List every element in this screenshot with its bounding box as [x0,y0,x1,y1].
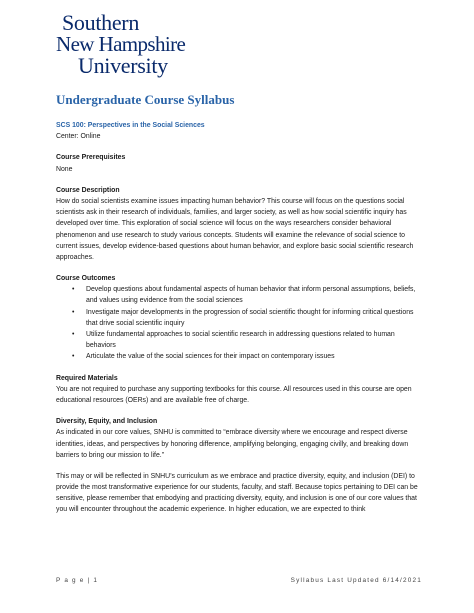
logo-line-1: Southern [62,10,140,35]
page-number: P a g e | 1 [56,577,99,584]
materials-heading: Required Materials [56,374,118,382]
prerequisites-body: None [56,165,73,173]
prerequisites-heading: Course Prerequisites [56,154,126,162]
outcome-item: • Articulate the value of the social sciences for their impact on contemporary issues [86,351,422,362]
course-center: Center: Online [56,133,101,141]
outcome-item: • Utilize fundamental approaches to social scientific research in addressing questions related to human behaviors [86,329,422,351]
logo-line-3: University [78,53,168,78]
description-body: How do social scientists examine issues impacting human behavior? This course will focus on the questions social scientists ask in their research of individuals, families, and larger society, as well as how social scientific inquiry has developed over time. This exploration of social science will focus on the ways researchers consider behavioral phenomenon and use research to study various concepts. Students will examine the relevance of social science to current issues, develop evidence-based questions about human behavior, and explore basic social scientific research approaches. [56,197,414,261]
materials-body: You are not required to purchase any supporting textbooks for this course. All resources used in this course are open educational resources (OERs) and are available free of charge. [56,385,412,404]
outcome-item: • Investigate major developments in the progression of social scientific thought for informing critical questions that drive social scientific inquiry [86,307,422,329]
last-updated: Syllabus Last Updated 6/14/2021 [290,577,422,584]
dei-heading: Diversity, Equity, and Inclusion [56,418,158,426]
syllabus-content [56,120,422,516]
outcomes-list [56,284,422,362]
document-title: Undergraduate Course Syllabus [56,92,235,107]
university-logo [56,12,186,77]
outcomes-heading: Course Outcomes [56,275,116,283]
dei-body-2: This may or will be reflected in SNHU’s curriculum as we embrace and practice diversity, equity, and inclusion (DEI) to provide the most transformative experience for our students, faculty, and staff. Because topics pertaining to DEI can be sensitive, please remember that embodying and practicing diversity, equity, and inclusion is one of our core values that you will encounter throughout the academic experience. In higher education, we are expected to think [56,472,418,514]
logo-line-2: New Hampshire [56,32,186,56]
description-heading: Course Description [56,186,120,194]
course-code-title: SCS 100: Perspectives in the Social Sciences [56,122,205,129]
outcome-item: • Develop questions about fundamental aspects of human behavior that inform personal assumptions, beliefs, and values using evidence from the social sciences [86,284,422,306]
dei-body-1: As indicated in our core values, SNHU is committed to “embrace diversity where we encourage and respect diverse identities, ideas, and perspectives by honoring difference, amplifying belonging, engaging civilly, and breaking down barriers to bring our mission to life.” [56,429,409,459]
